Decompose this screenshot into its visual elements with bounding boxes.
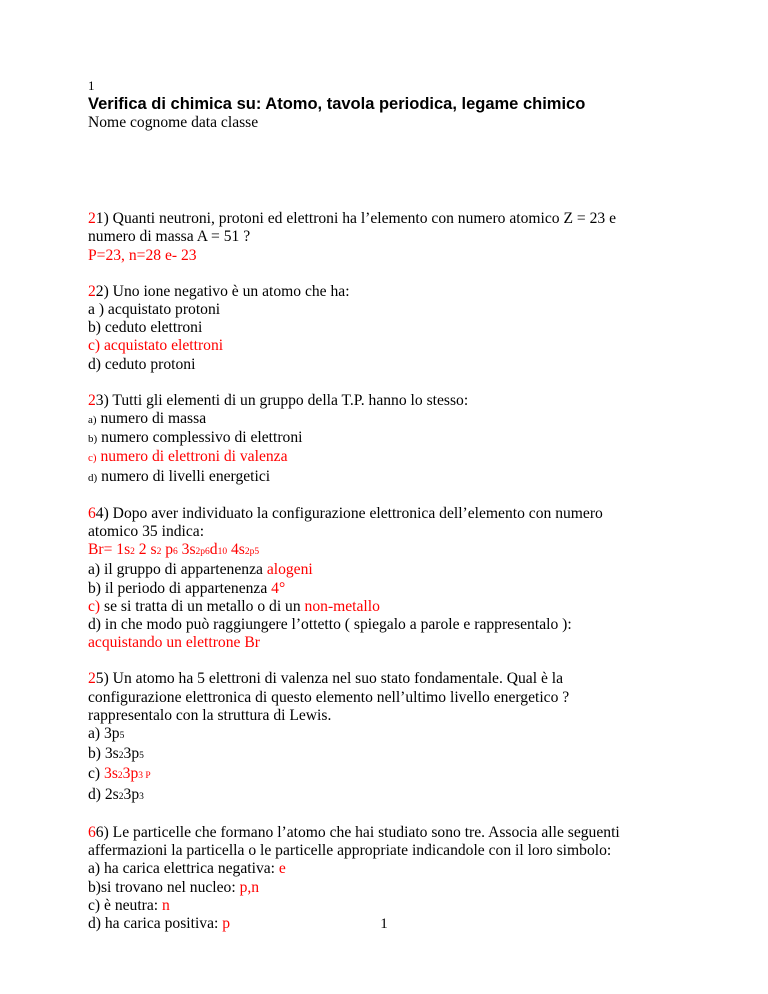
question-22	[88, 283, 688, 374]
question-21	[88, 210, 688, 265]
q64-b: b) il periodo di appartenenza 4°	[88, 579, 286, 597]
question-23	[88, 392, 688, 487]
q21-answer: P=23, n=28 e- 23	[88, 246, 197, 264]
q22-option-c: c) acquistato elettroni	[88, 337, 224, 355]
q25-option-a: a) 3p5	[88, 725, 125, 743]
q23-num-red: 2	[88, 391, 96, 409]
q21-num-red: 2	[88, 210, 96, 228]
q66-a: a) ha carica elettrica negativa: e	[88, 860, 286, 878]
q25-text: ) Un atomo ha 5 elettroni di valenza nel suo stato fondamentale. Qual è la	[103, 670, 564, 688]
q64-a: a) il gruppo di appartenenza alogeni	[88, 561, 313, 579]
q23-stem: ) Tutti gli elementi di un gruppo della T.P. hanno lo stesso:	[103, 391, 469, 409]
q22-stem: ) Uno ione negativo è un atomo che ha:	[103, 282, 350, 300]
q64-num-red: 6	[88, 504, 96, 522]
q23-option-b: b) numero complessivo di elettroni	[88, 429, 303, 447]
question-64	[88, 505, 688, 653]
q25-option-b: b) 3s23p5	[88, 745, 144, 763]
q64-d-answer: acquistando un elettrone Br	[88, 634, 260, 652]
q22-option-b: b) ceduto elettroni	[88, 319, 203, 337]
q66-b: b)si trovano nel nucleo: p,n	[88, 878, 260, 896]
q66-text-2: affermazioni la particella o le particelle appropriate indicandole con il loro simbolo:	[88, 842, 612, 860]
q23-option-a: a) numero di massa	[88, 410, 207, 428]
q25-option-c: c) 3s23p3 P	[88, 765, 151, 783]
q21-num-black: 1	[95, 210, 104, 228]
q66-c: c) è neutra: n	[88, 896, 170, 914]
q64-config: Br= 1s2 2 s2 p6 3s2p6d10 4s2p5	[88, 541, 260, 559]
q25-num-black: 5	[95, 670, 104, 688]
q66-num-black: 6	[95, 823, 104, 841]
subtitle: Nome cognome data classe	[88, 114, 259, 131]
q25-text-3: rappresentalo con la struttura di Lewis.	[88, 706, 332, 724]
q64-text-2: atomico 35 indica:	[88, 523, 205, 541]
q23-option-c: c) numero di elettroni di valenza	[88, 448, 288, 466]
q23-option-d: d) numero di livelli energetici	[88, 467, 271, 485]
page-title: Verifica di chimica su: Atomo, tavola periodica, legame chimico	[88, 95, 586, 113]
q64-d: d) in che modo può raggiungere l’ottetto ( spiegalo a parole e rappresentalo ):	[88, 616, 572, 634]
q22-num-black: 2	[95, 282, 104, 300]
document-page	[88, 78, 688, 933]
q22-option-a: a ) acquistato protoni	[88, 301, 221, 319]
page-number-top: 1	[88, 78, 95, 93]
q22-option-d: d) ceduto protoni	[88, 355, 196, 373]
q64-num-black: 4	[95, 504, 104, 522]
q23-num-black: 3	[95, 391, 104, 409]
page-number-footer: 1	[380, 916, 388, 932]
q64-c: c) se si tratta di un metallo o di un non-metallo	[88, 597, 380, 615]
q25-text-2: configurazione elettronica di questo elemento nell’ultimo livello energetico ?	[88, 688, 570, 706]
question-25	[88, 670, 688, 805]
q66-text: ) Le particelle che formano l’atomo che hai studiato sono tre. Associa alle seguenti	[103, 823, 620, 841]
q22-num-red: 2	[88, 282, 96, 300]
q25-option-d: d) 2s23p3	[88, 785, 144, 803]
q66-num-red: 6	[88, 823, 96, 841]
q25-num-red: 2	[88, 670, 96, 688]
q21-text: ) Quanti neutroni, protoni ed elettroni ha l’elemento con numero atomico Z = 23 e	[103, 210, 617, 228]
q64-text: ) Dopo aver individuato la configurazione elettronica dell’elemento con numero	[103, 504, 603, 522]
q21-text-2: numero di massa A = 51 ?	[88, 228, 251, 246]
q66-d: d) ha carica positiva: p	[88, 914, 231, 932]
